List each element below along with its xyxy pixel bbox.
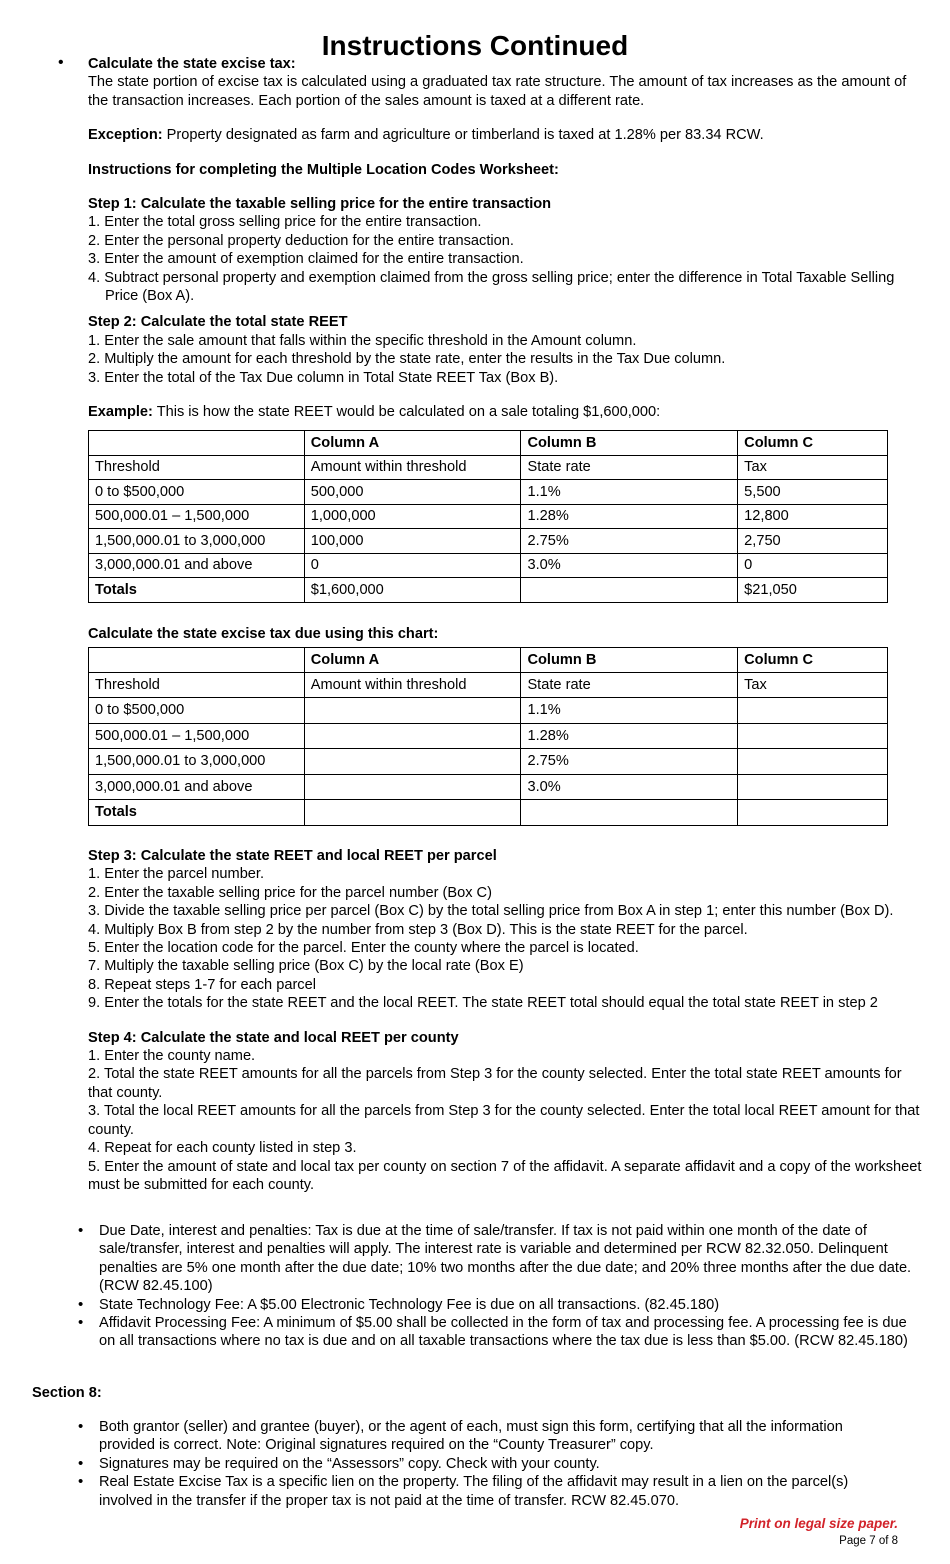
table-cell: Threshold (89, 672, 305, 698)
step2-item: 3. Enter the total of the Tax Due column in Total State REET Tax (Box B). (88, 369, 559, 386)
table-cell: 500,000 (304, 480, 521, 505)
table-cell: 1,000,000 (304, 504, 521, 529)
table-cell: Threshold (89, 455, 305, 480)
table-cell[interactable] (521, 800, 738, 826)
worksheet-heading: Instructions for completing the Multiple Location Codes Worksheet: (88, 161, 559, 178)
step3-item: 5. Enter the location code for the parcel. Enter the county where the parcel is located. (88, 940, 639, 957)
step3-item: 2. Enter the taxable selling price for the parcel number (Box C) (88, 884, 492, 901)
table-cell: 500,000.01 – 1,500,000 (89, 723, 305, 749)
step4-item: 5. Enter the amount of state and local tax per county on section 7 of the affidavit. A separate affidavit and a copy of the worksheet must be submitted for each county. (88, 1158, 922, 1193)
table-cell[interactable] (304, 723, 521, 749)
table-cell: 2.75% (521, 529, 738, 554)
list-item (78, 1418, 859, 1455)
step4-item: 3. Total the local REET amounts for all the parcels from Step 3 for the county selected. Enter the total local REET amount for that county. (88, 1103, 920, 1138)
table-cell: Amount within threshold (304, 455, 521, 480)
table-cell: 0 to $500,000 (89, 698, 305, 724)
section8-heading: Section 8: (32, 1385, 102, 1401)
bullet-icon: • (78, 1314, 84, 1332)
table-row (89, 480, 888, 505)
bullet-icon: • (58, 54, 64, 71)
list-item-text: Both grantor (seller) and grantee (buyer), or the agent of each, must sign this form, certifying that all the information provided is correct. Note: Original signatures required on the “County Treasurer” copy. (99, 1419, 843, 1454)
step2-item: 2. Multiply the amount for each threshold by the state rate, enter the results in the Tax Due column. (88, 351, 726, 368)
example-label: Example: (88, 404, 153, 421)
table-cell: 12,800 (738, 504, 888, 529)
step1-item: 2. Enter the personal property deduction for the entire transaction. (88, 232, 514, 249)
bullet-icon: • (78, 1418, 84, 1435)
table-cell: 3.0% (521, 553, 738, 578)
table-cell: Amount within threshold (304, 672, 521, 698)
step1-item: 1. Enter the total gross selling price for the entire transaction. (88, 214, 482, 231)
step1-heading: Step 1: Calculate the taxable selling price for the entire transaction (88, 196, 552, 213)
table-subheader-row (89, 672, 888, 698)
exception-line (88, 126, 918, 144)
table-cell[interactable] (738, 749, 888, 775)
table-cell[interactable] (304, 774, 521, 800)
table-cell: Column B (521, 648, 738, 673)
table-cell: 3.0% (521, 774, 738, 800)
step4-item: 1. Enter the county name. (88, 1048, 256, 1065)
table-cell: State rate (521, 455, 738, 480)
bullet-icon: • (78, 1222, 84, 1239)
excise-section (88, 55, 918, 422)
list-item-text: Signatures may be required on the “Assessors” copy. Check with your county. (99, 1455, 600, 1472)
step3-item: 7. Multiply the taxable selling price (Box C) by the local rate (Box E) (88, 958, 524, 975)
table-cell: 2.75% (521, 749, 738, 775)
table-cell: 1.1% (521, 698, 738, 724)
bullet-icon: • (78, 1473, 84, 1491)
table-row (89, 504, 888, 529)
step3-4-section (88, 847, 923, 1194)
table-subheader-row (89, 455, 888, 480)
page-number: Page 7 of 8 (839, 1535, 898, 1547)
list-item-text: Due Date, interest and penalties: Tax is due at the time of sale/transfer. If tax is not paid within one month of the date of sale/transfer, interest and penalties will apply. The interest rate is variable and determined per RCW 82.32.050. Delinquent penalties are 5% one month after the due date; 10% two months after the due date; and 20% three months after the due date. (RCW 82.45.100) (99, 1223, 912, 1295)
bullet-icon: • (78, 1454, 84, 1472)
table-cell: State rate (521, 672, 738, 698)
table-row (89, 749, 888, 775)
section8-bullet-list (78, 1418, 859, 1510)
table-cell (521, 578, 738, 603)
fee-bullet-list (78, 1222, 914, 1351)
table-cell: Totals (89, 800, 305, 826)
table-header-row (89, 431, 888, 456)
list-item-text: State Technology Fee: A $5.00 Electronic Technology Fee is due on all transactions. (82.45.180) (99, 1296, 720, 1313)
example-text: This is how the state REET would be calculated on a sale totaling $1,600,000: (156, 404, 661, 421)
step4-heading: Step 4: Calculate the state and local REET per county (88, 1029, 459, 1046)
table-totals-row (89, 578, 888, 603)
table-row (89, 698, 888, 724)
table-cell: Column A (304, 431, 521, 456)
table-cell: Totals (89, 578, 305, 603)
step1-item: 4. Subtract personal property and exemption claimed from the gross selling price; enter the difference in Total Taxable Selling Price (Box A). (88, 269, 895, 305)
step3-item: 4. Multiply Box B from step 2 by the number from step 3 (Box D). This is the state REET for the parcel. (88, 921, 748, 938)
step2-item: 1. Enter the sale amount that falls within the specific threshold in the Amount column. (88, 332, 637, 349)
blank-tax-table (88, 647, 888, 826)
table-cell[interactable] (738, 698, 888, 724)
table-cell: Column A (304, 648, 521, 673)
table-cell (89, 648, 305, 673)
page-title: Instructions Continued (321, 30, 629, 61)
list-item (78, 1454, 859, 1473)
table-row (89, 723, 888, 749)
table-cell[interactable] (738, 774, 888, 800)
table-cell: 5,500 (738, 480, 888, 505)
print-note: Print on legal size paper. (739, 1516, 898, 1531)
table-cell: 3,000,000.01 and above (89, 774, 305, 800)
list-item-text: Real Estate Excise Tax is a specific lien on the property. The filing of the affidavit may result in a lien on the parcel(s) involved in the transfer if the proper tax is not paid at the time of transfer. RCW 82.45.070. (99, 1474, 849, 1509)
table-cell: 1,500,000.01 to 3,000,000 (89, 529, 305, 554)
example-table (88, 430, 888, 603)
bullet-icon: • (78, 1295, 84, 1313)
step1-item: 3. Enter the amount of exemption claimed for the entire transaction. (88, 251, 524, 268)
table-cell: 100,000 (304, 529, 521, 554)
table-cell: Column C (738, 648, 888, 673)
table-row (89, 553, 888, 578)
table-cell: 500,000.01 – 1,500,000 (89, 504, 305, 529)
step3-heading: Step 3: Calculate the state REET and local REET per parcel (88, 848, 497, 864)
table-header-row (89, 648, 888, 673)
table-row (89, 774, 888, 800)
step4-item: 4. Repeat for each county listed in step 3. (88, 1140, 357, 1157)
table-cell[interactable] (304, 749, 521, 775)
table-cell: 1.28% (521, 504, 738, 529)
exception-label: Exception: (88, 127, 163, 144)
excise-heading: Calculate the state excise tax: (88, 56, 296, 72)
table-cell: 0 to $500,000 (89, 480, 305, 505)
table-cell: Tax (738, 455, 888, 480)
exception-text: Property designated as farm and agriculture or timberland is taxed at 1.28% per 83.34 RCW. (166, 127, 764, 144)
step2-heading: Step 2: Calculate the total state REET (88, 314, 348, 331)
step3-item: 9. Enter the totals for the state REET and the local REET. The state REET total should equal the total state REET in step 2 (88, 995, 878, 1012)
table-cell: 1,500,000.01 to 3,000,000 (89, 749, 305, 775)
step3-item: 8. Repeat steps 1-7 for each parcel (88, 976, 316, 993)
example-line (88, 403, 918, 421)
list-item (78, 1222, 914, 1296)
table-cell[interactable] (304, 800, 521, 826)
step3-item: 1. Enter the parcel number. (88, 866, 265, 883)
table-cell[interactable] (738, 800, 888, 826)
list-item-text: Affidavit Processing Fee: A minimum of $5.00 shall be collected in the form of tax and processing fee. A processing fee is due on all transactions where no tax is due and on all taxable transactions where the tax due is less than $5.00. (RCW 82.45.180) (99, 1315, 908, 1350)
table-cell[interactable] (738, 723, 888, 749)
table-totals-row (89, 800, 888, 826)
table-cell: 1.28% (521, 723, 738, 749)
table-cell: $1,600,000 (304, 578, 521, 603)
list-item (78, 1314, 914, 1351)
table-cell: 0 (738, 553, 888, 578)
step3-item: 3. Divide the taxable selling price per parcel (Box C) by the total selling price from Box A in step 1; enter this number (Box D). (88, 903, 894, 920)
list-item (78, 1473, 859, 1510)
step4-item: 2. Total the state REET amounts for all the parcels from Step 3 for the county selected. Enter the total state REET amounts for that county. (88, 1066, 902, 1101)
table-cell: 1.1% (521, 480, 738, 505)
table-cell: 0 (304, 553, 521, 578)
table-cell: Column B (521, 431, 738, 456)
chart-heading: Calculate the state excise tax due using this chart: (88, 626, 439, 642)
table-cell (89, 431, 305, 456)
list-item (78, 1295, 914, 1314)
table-cell: Column C (738, 431, 888, 456)
excise-body: The state portion of excise tax is calculated using a graduated tax rate structure. The amount of tax increases as the amount of the transaction increases. Each portion of the sales amount is taxed at a different rate. (88, 74, 907, 109)
table-cell: Tax (738, 672, 888, 698)
table-cell[interactable] (304, 698, 521, 724)
table-cell: 3,000,000.01 and above (89, 553, 305, 578)
table-row (89, 529, 888, 554)
table-cell: $21,050 (738, 578, 888, 603)
table-cell: 2,750 (738, 529, 888, 554)
